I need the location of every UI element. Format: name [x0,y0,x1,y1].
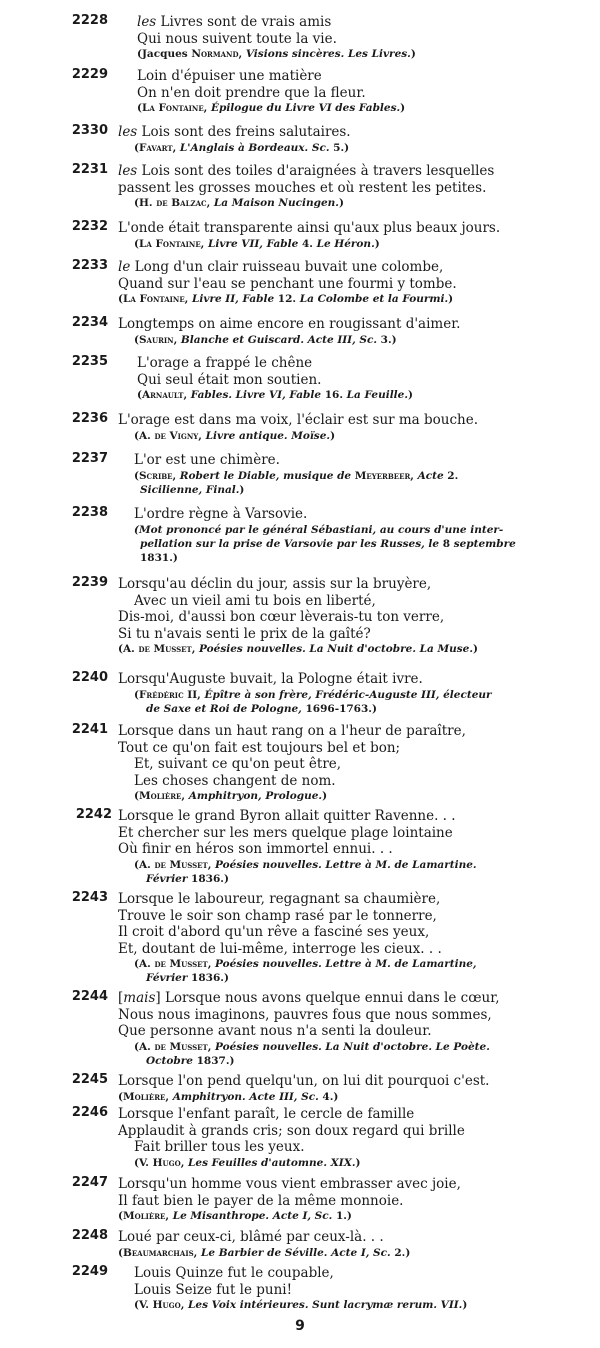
source: (A. de Musset, Poésies nouvelles. La Nuit d'octobre. La Muse.) [118,643,478,655]
quote-line: les Lois sont des toiles d'araignées à travers lesquelles [118,163,495,179]
source: (Frédéric II, Épître à son frère, Frédéric-Auguste III, électeur [134,688,492,701]
source: (Arnault, Fables. Livre VI, Fable 16. La Feuille.) [137,389,413,401]
entry-number: 2232 [71,219,108,234]
entry-number: 2237 [71,451,108,466]
quote-line: Longtemps on aime encore en rougissant d'aimer. [118,316,461,332]
source: (H. de Balzac, La Maison Nucingen.) [134,197,344,209]
quote-line: L'onde était transparente ainsi qu'aux plus beaux jours. [118,220,501,236]
quote-line: Louis Seize fut le puni! [134,1281,293,1298]
quote-line: Il croit d'abord qu'un rêve a fasciné ses yeux, [118,924,430,940]
quote-line: L'ordre règne à Varsovie. [134,506,308,522]
quote-line: Quand sur l'eau se penchant une fourmi y tombe. [118,275,457,292]
quote-line: Lorsque le laboureur, regagnant sa chaumière, [118,891,441,907]
source: (Beaumarchais, Le Barbier de Séville. Acte I, Sc. 2.) [118,1246,411,1259]
source: (Molière, Amphitryon, Prologue.) [134,790,328,802]
quote-line: passent les grosses mouches et où restent les petites. [118,179,487,196]
source: (Molière, Amphitryon. Acte III, Sc. 4.) [118,1090,339,1103]
quote-line: Avec un vieil ami tu bois en liberté, [134,592,376,609]
quote-line: Et, suivant ce qu'on peut être, [134,756,342,772]
source: (La Fontaine, Épilogue du Livre VI des Fables.) [137,102,406,114]
entry-number: 2246 [71,1105,108,1120]
quote-line: [mais] Lorsque nous avons quelque ennui dans le cœur, [118,990,500,1006]
entry-number: 2244 [71,989,108,1004]
entry-number: 2236 [71,411,108,426]
quote-line: Lorsque l'on pend quelqu'un, on lui dit pourquoi c'est. [118,1073,490,1089]
quote-line: Tout ce qu'on fait est toujours bel et bon; [118,739,401,756]
source: Octobre 1837.) [146,1054,235,1067]
quote-line: Nous nous imaginons, pauvres fous que nous sommes, [118,1006,492,1023]
source: (A. de Musset, Poésies nouvelles. La Nuit d'octobre. Le Poète. [134,1040,490,1053]
quote-line: le Long d'un clair ruisseau buvait une colombe, [118,259,444,275]
quote-line: Où finir en héros son immortel ennui. . . [118,841,393,857]
quote-line: L'orage est dans ma voix, l'éclair est sur ma bouche. [118,412,479,428]
entry-number: 2242 [75,807,112,822]
quote-line: Dis-moi, d'aussi bon cœur lèverais-tu ton verre, [118,609,445,625]
quote-line: Lorsque le grand Byron allait quitter Ravenne. . . [118,808,456,824]
source: (A. de Musset, Poésies nouvelles. Lettre à M. de Lamartine. [134,858,477,871]
source: (La Fontaine, Livre II, Fable 12. La Colombe et la Fourmi.) [118,293,454,305]
quote-line: les Lois sont des freins salutaires. [118,124,351,140]
source: (Jacques Normand, Visions sincères. Les Livres.) [137,48,416,60]
page-number: 9 [295,1318,305,1334]
entry-number: 2233 [71,258,108,273]
quote-line: Qui seul était mon soutien. [137,371,322,388]
entry-number: 2234 [71,315,108,330]
quote-line: Il faut bien le payer de la même monnoie. [118,1192,404,1209]
source: Février 1836.) [146,872,229,885]
source: (Molière, Le Misanthrope. Acte I, Sc. 1.) [118,1210,352,1222]
entry-number: 2240 [71,670,108,685]
entry-number: 2235 [71,354,108,369]
source: (La Fontaine, Livre VII, Fable 4. Le Héron.) [134,237,380,250]
source: (V. Hugo, Les Feuilles d'automne. XIX.) [134,1156,361,1169]
quote-line: Lorsque l'enfant paraît, le cercle de famille [118,1106,415,1122]
quote-line: Louis Quinze fut le coupable, [134,1265,334,1281]
source: Sicilienne, Final.) [140,483,245,496]
entry-number: 2247 [71,1175,108,1190]
entry-number: 2241 [71,722,108,737]
quote-line: les Livres sont de vrais amis [137,14,332,30]
entry-number: 2249 [71,1264,108,1279]
entry-number: 2239 [71,575,108,590]
source: (A. de Vigny, Livre antique. Moïse.) [134,429,336,442]
entry-number: 2228 [71,13,108,28]
source: 1831.) [140,551,178,564]
source: (Scribe, Robert le Diable, musique de Meyerbeer, Acte 2. [134,469,459,482]
source: Février 1836.) [146,972,229,984]
quote-line: Et, doutant de lui-même, interroge les cieux. . . [118,940,442,957]
quote-line: L'or est une chimère. [134,452,280,468]
quote-line: Applaudit à grands cris; son doux regard qui brille [118,1122,465,1139]
source: pellation sur la prise de Varsovie par les Russes, le 8 septembre [140,537,516,550]
quote-line: Si tu n'avais senti le prix de la gaîté? [118,625,371,642]
source: (Saurin, Blanche et Guiscard. Acte III, Sc. 3.) [134,333,397,346]
quote-line: Que personne avant nous n'a senti la douleur. [118,1023,432,1039]
quote-line: Fait briller tous les yeux. [134,1139,305,1155]
source: (Favart, L'Anglais à Bordeaux. Sc. 5.) [134,141,350,154]
quote-line: On n'en doit prendre que la fleur. [137,84,366,101]
quote-line: Qui nous suivent toute la vie. [137,30,337,47]
quote-line: Lorsque dans un haut rang on a l'heur de paraître, [118,723,466,739]
source: (V. Hugo, Les Voix intérieures. Sunt lacrymæ rerum. VII.) [134,1299,468,1311]
quote-line: Lorsqu'Auguste buvait, la Pologne était ivre. [118,671,423,687]
quote-line: L'orage a frappé le chêne [137,355,313,371]
quote-line: Trouve le soir son champ rasé par le tonnerre, [118,907,437,924]
source: (Mot prononcé par le général Sébastiani, au cours d'une inter- [134,523,504,536]
entry-number: 2243 [71,890,108,905]
quote-line: Lorsqu'au déclin du jour, assis sur la bruyère, [118,576,432,592]
source: de Saxe et Roi de Pologne, 1696-1763.) [146,702,377,715]
entry-number: 2238 [71,505,108,520]
quote-line: Les choses changent de nom. [134,772,336,789]
source: (A. de Musset, Poésies nouvelles. Lettre à M. de Lamartine, [134,958,477,970]
quote-line: Loin d'épuiser une matière [137,68,322,84]
quote-line: Lorsqu'un homme vous vient embrasser avec joie, [118,1176,461,1192]
entry-number: 2330 [71,123,108,138]
entry-number: 2248 [71,1228,108,1243]
quote-line: Et chercher sur les mers quelque plage lointaine [118,824,453,841]
entry-number: 2229 [71,67,108,82]
quote-line: Loué par ceux-ci, blâmé par ceux-là. . . [118,1229,384,1245]
entry-number: 2245 [71,1072,108,1087]
entry-number: 2231 [71,162,108,177]
